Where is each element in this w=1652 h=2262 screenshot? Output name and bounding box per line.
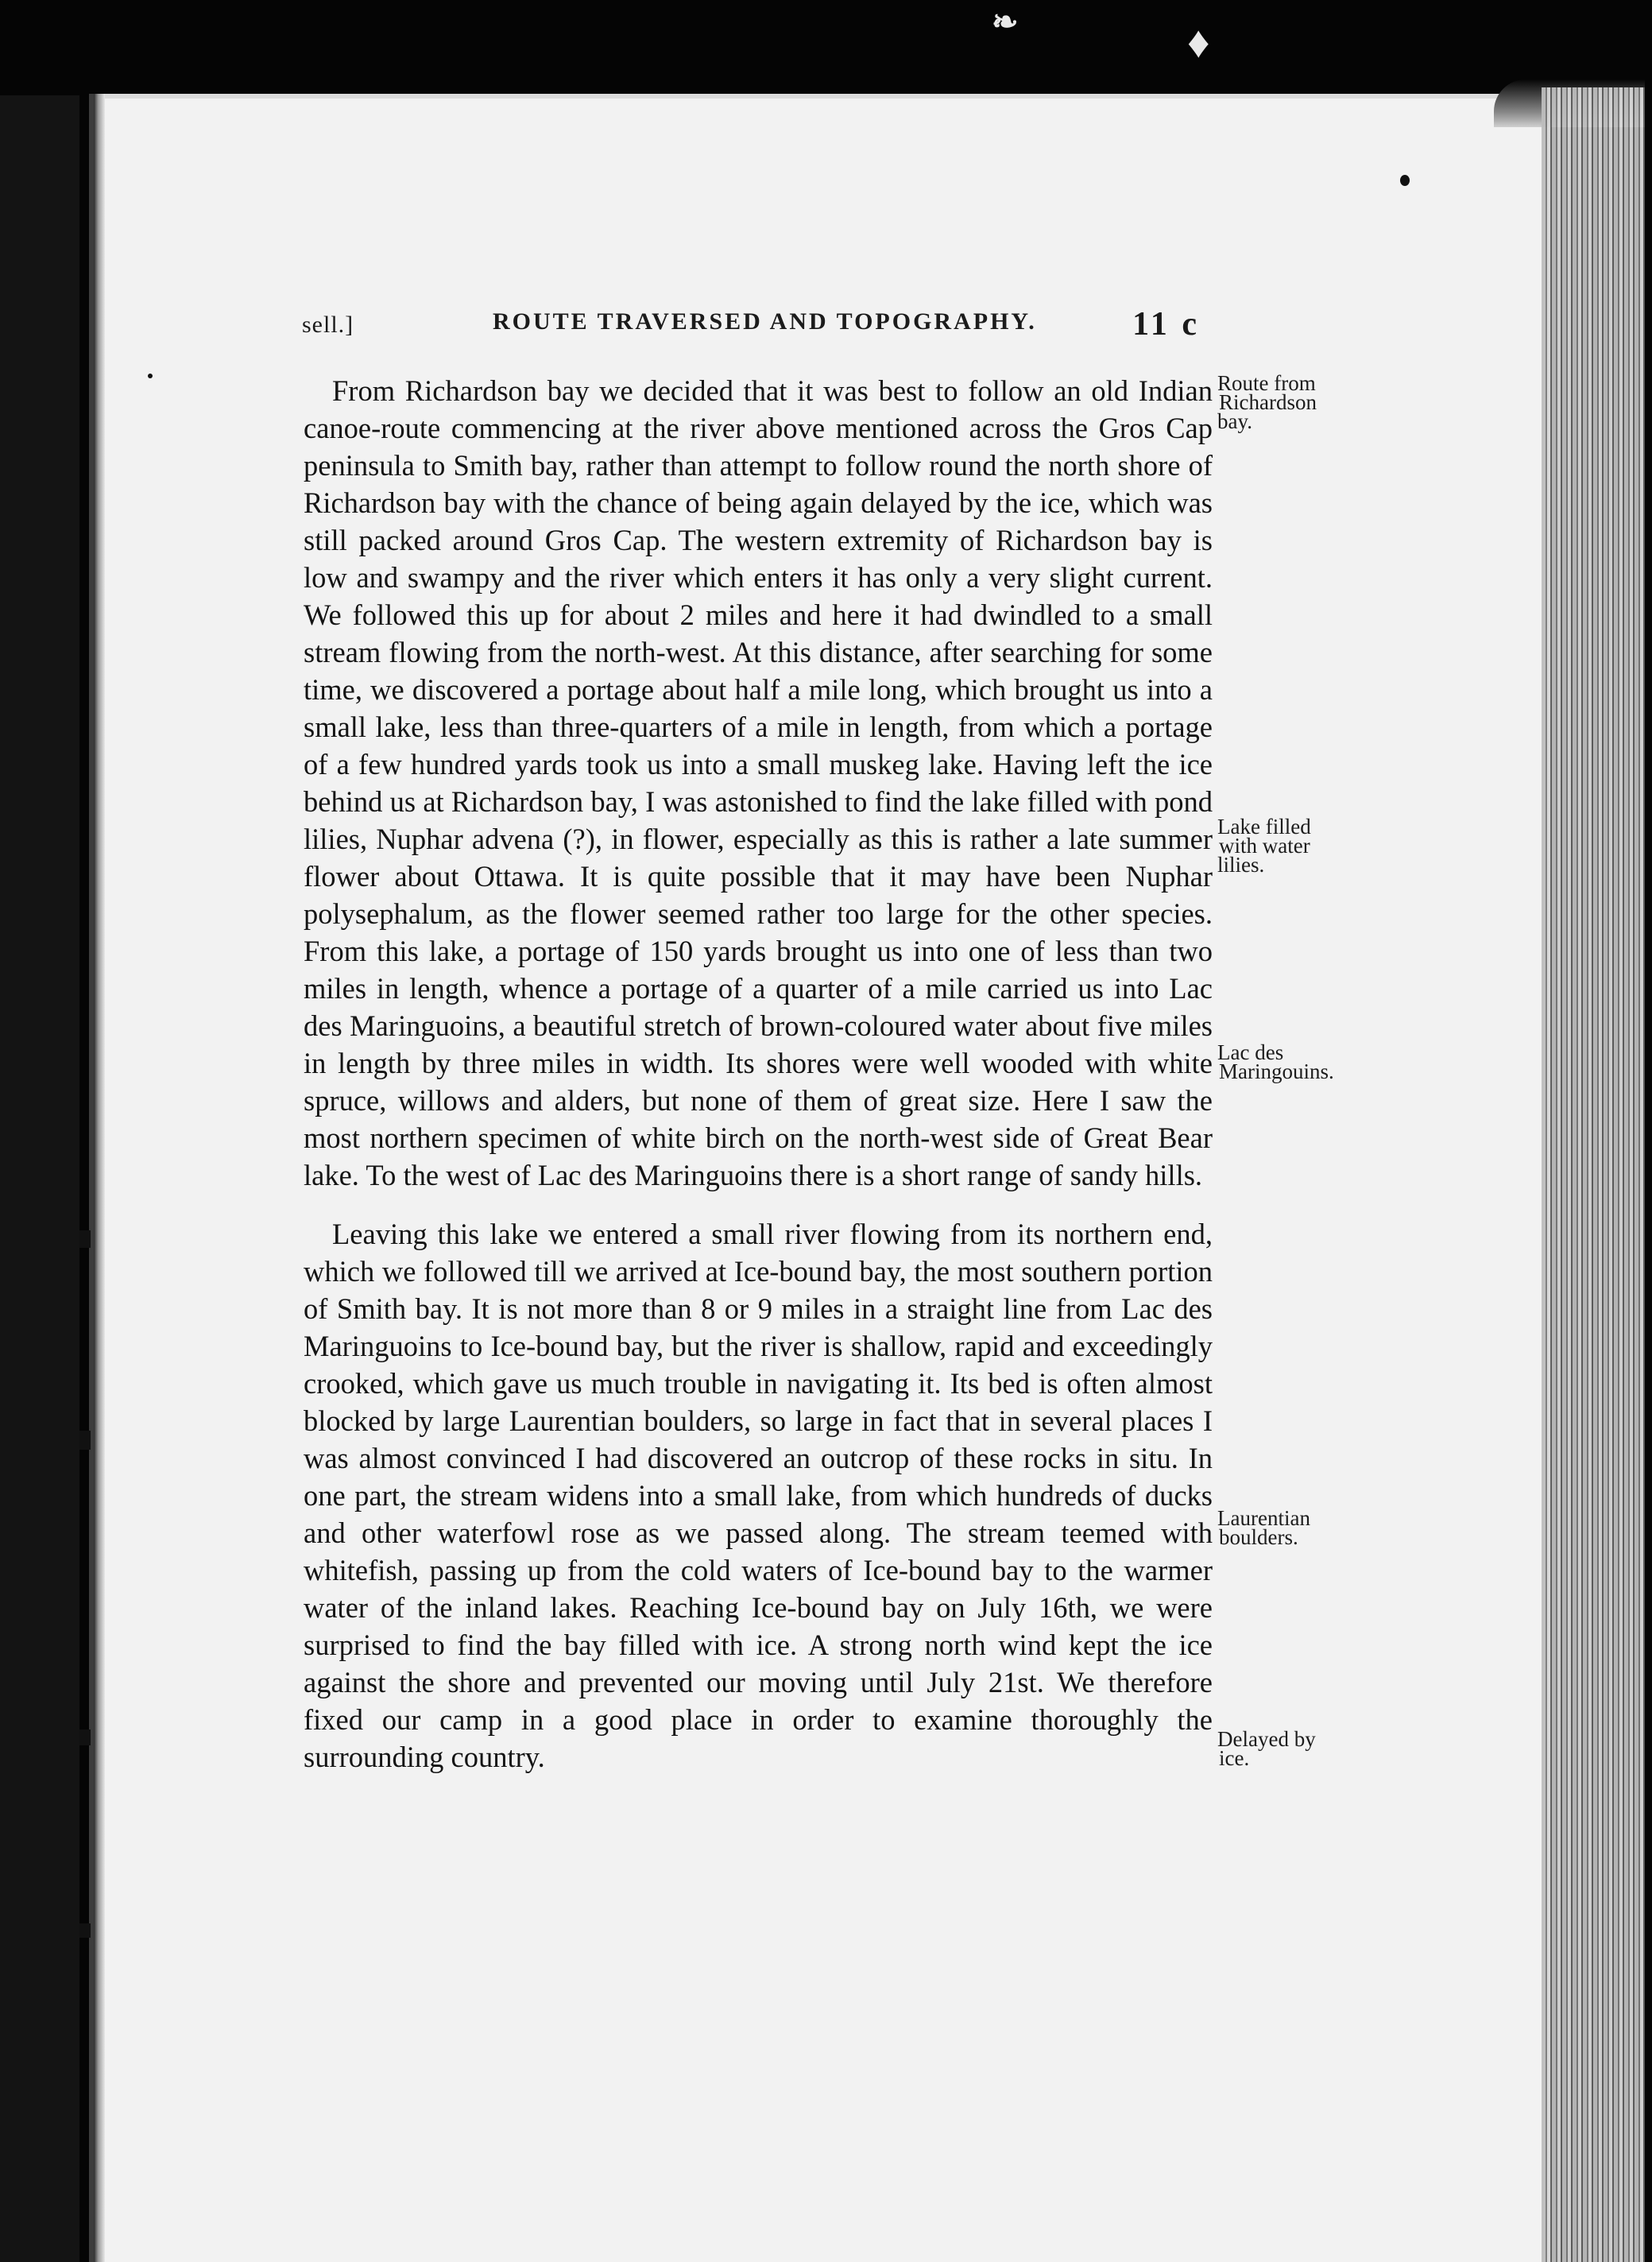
sidenote-line: bay. <box>1217 409 1252 433</box>
margin-marker <box>79 1923 91 1938</box>
body-text <box>304 372 1213 1776</box>
sidenote-line: Richardson <box>1219 390 1317 414</box>
paragraph: From Richardson bay we decided that it was best to follow an old Indian canoe-route commencing at the river above mentioned across the Gros Cap peninsula to Smith bay, rather than attempt to follow round the north shore of Richardson bay with the chance of being again delayed by the ice, which was still packed around Gros Cap. The western extremity of Richardson bay is low and swampy and the river which enters it has only a very slight current. We followed this up for about 2 miles and here it had dwindled to a small stream flowing from the north-west. At this distance, after searching for some time, we discovered a portage about half a mile long, which brought us into a small lake, less than three-quarters of a mile in length, from which a portage of a few hundred yards took us into a small muskeg lake. Having left the ice behind us at Richardson bay, I was astonished to find the lake filled with pond lilies, Nuphar advena (?), in flower, especially as this is rather a late summer flower about Ottawa. It is quite possible that it may have been Nuphar polysephalum, as the flower seemed rather too large for the other species. From this lake, a portage of 150 yards brought us into one of less than two miles in length, whence a portage of a quarter of a mile carried us into Lac des Maringuoins, a beautiful stretch of brown-coloured water about five miles in length by three miles in width. Its shores were well wooded with white spruce, willows and alders, but none of them of great size. Here I saw the most northern specimen of white birch on the north-west side of Great Bear lake. To the west of Lac des Maringuoins there is a short range of sandy hills. <box>304 374 1213 1191</box>
page-gutter <box>94 94 105 2262</box>
ink-speck <box>1400 175 1410 186</box>
margin-marker <box>79 1729 91 1745</box>
sidenote-delayed-by-ice <box>1217 1729 1376 1768</box>
sidenote-line: ice. <box>1219 1746 1250 1770</box>
sidenote-line: Laurentian <box>1217 1506 1310 1530</box>
running-head-left: sell.] <box>302 312 354 338</box>
left-scan-border <box>0 95 79 2262</box>
running-head-title: ROUTE TRAVERSED AND TOPOGRAPHY. <box>493 308 1037 335</box>
ink-speck <box>148 374 153 378</box>
sidenote-line: boulders. <box>1219 1525 1298 1549</box>
scan-artifact-mark: ❧ <box>992 4 1019 40</box>
page-number: 11 c <box>1132 306 1200 343</box>
sidenote-route-from-richardson <box>1217 371 1376 433</box>
running-head <box>302 308 1232 356</box>
sidenote-line: Maringouins. <box>1219 1059 1334 1083</box>
sidenote-line: Delayed by <box>1217 1727 1316 1751</box>
page-stack-edges <box>1542 87 1645 2262</box>
sidenote-line: Lake filled <box>1217 815 1311 839</box>
sidenote-line: with water <box>1219 834 1310 858</box>
sidenote-line: Lac des <box>1217 1040 1284 1064</box>
margin-marker <box>79 1230 91 1248</box>
sidenote-line: Route from <box>1217 371 1316 395</box>
sidenote-laurentian-boulders <box>1217 1506 1376 1549</box>
sidenote-line: lilies. <box>1217 853 1265 877</box>
sidenote-lake-filled <box>1217 815 1376 877</box>
paragraph: Leaving this lake we entered a small river flowing from its northern end, which we followed till we arrived at Ice-bound bay, the most southern portion of Smith bay. It is not more than 8 or 9 miles in a straight line from Lac des Maringuoins to Ice-bound bay, but the river is shallow, rapid and exceedingly crooked, which gave us much trouble in navigating it. Its bed is often almost blocked by large Laurentian boulders, so large in fact that in several places I was almost convinced I had discovered an outcrop of these rocks in situ. In one part, the stream widens into a small lake, from which hundreds of ducks and other waterfowl rose as we passed along. The stream teemed with whitefish, passing up from the cold waters of Ice-bound bay to the warmer water of the inland lakes. Reaching Ice-bound bay on July 16th, we were surprised to find the bay filled with ice. A strong north wind kept the ice against the shore and prevented our moving until July 21st. We therefore fixed our camp in a good place in order to examine thoroughly the surrounding country. <box>304 1218 1213 1773</box>
margin-marker <box>79 1431 91 1450</box>
sidenote-lac-des-maringouins <box>1217 1040 1376 1083</box>
scan-artifact-mark: ♦ <box>1187 18 1210 68</box>
